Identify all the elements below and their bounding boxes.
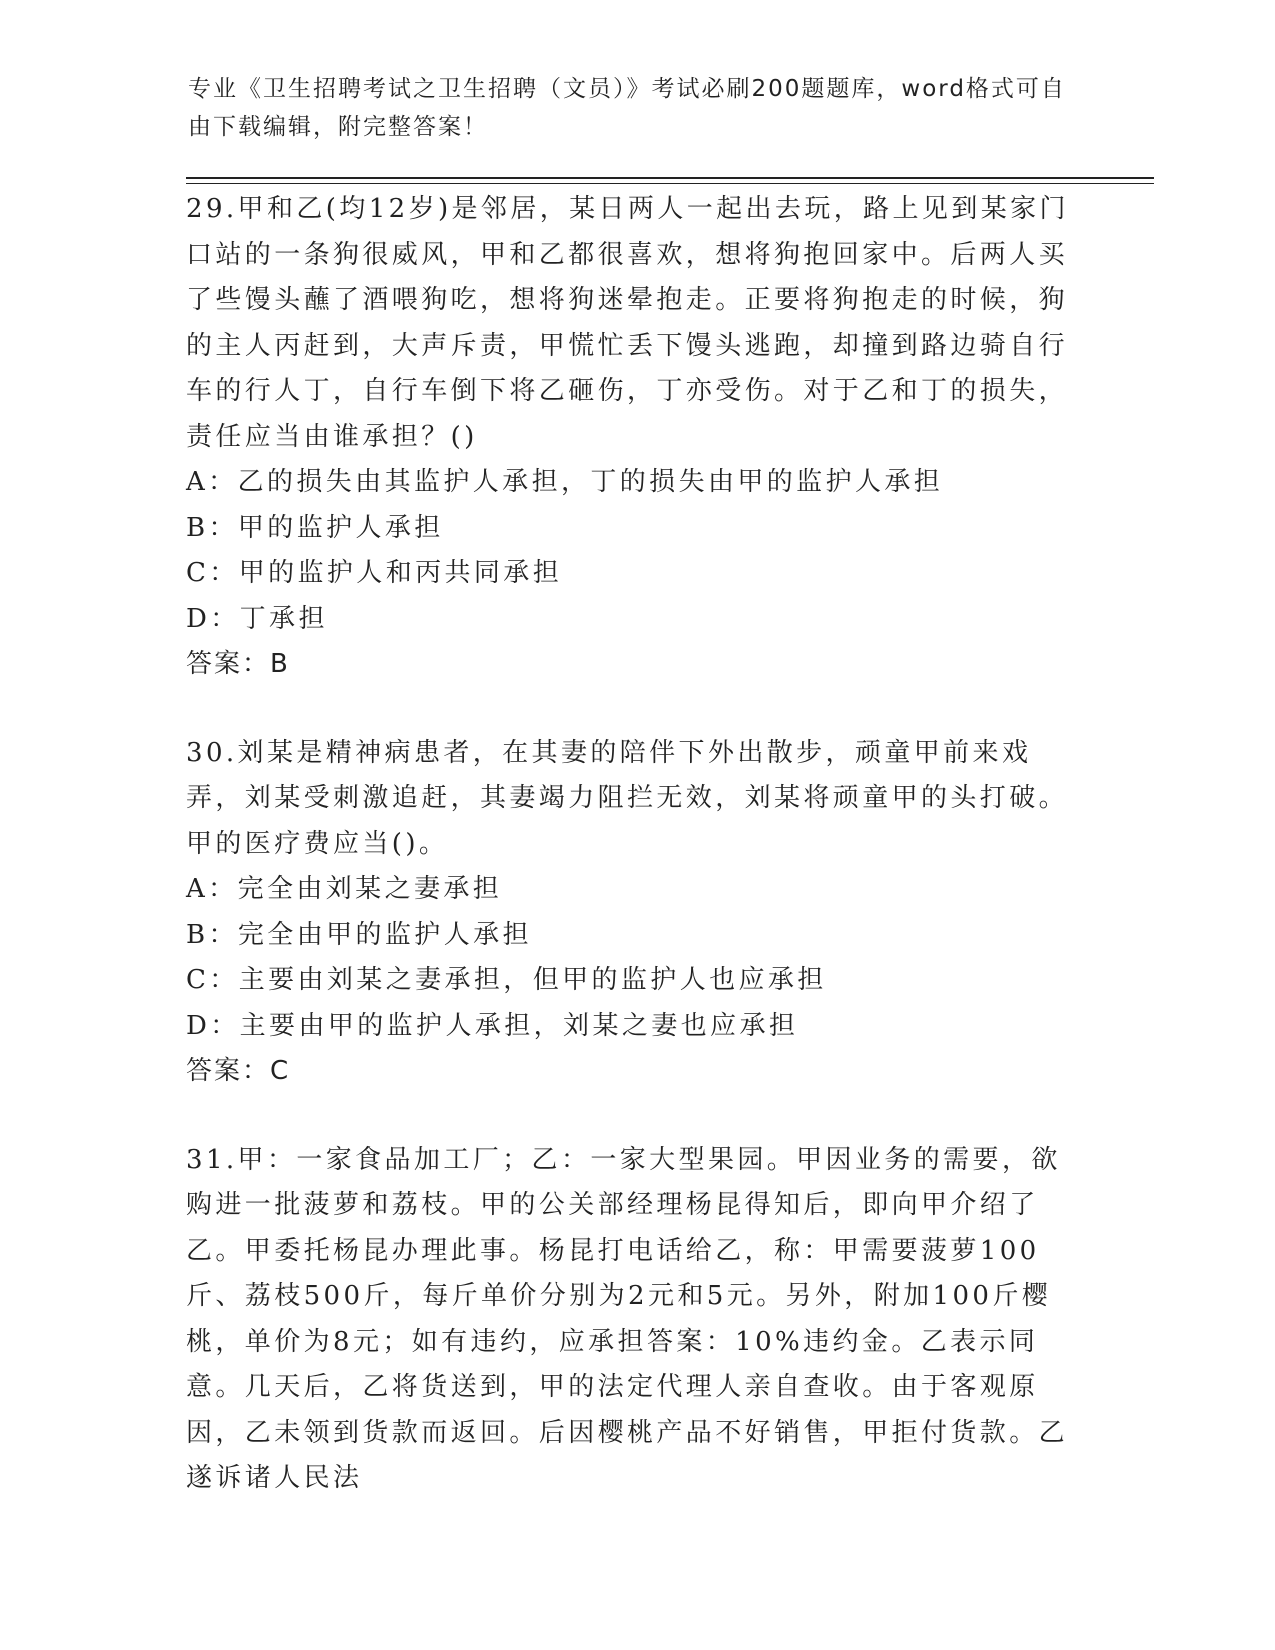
question-list — [186, 187, 1086, 1502]
option-a: A：乙的损失由其监护人承担，丁的损失由甲的监护人承担 — [186, 467, 944, 497]
question-gap — [186, 1095, 1086, 1138]
option-c: C：甲的监护人和丙共同承担 — [186, 558, 563, 588]
question-29 — [186, 187, 1086, 688]
header-rule-thick — [186, 177, 1154, 179]
question-31 — [186, 1138, 1086, 1502]
option-a: A：完全由刘某之妻承担 — [186, 874, 503, 904]
document-header — [188, 70, 1068, 146]
question-stem: 30.刘某是精神病患者，在其妻的陪伴下外出散步，顽童甲前来戏弄，刘某受刺激追赶，其妻竭力阻拦无效，刘某将顽童甲的头打破。甲的医疗费应当()。 — [186, 737, 1069, 859]
question-stem: 31.甲：一家食品加工厂；乙：一家大型果园。甲因业务的需要，欲购进一批菠萝和荔枝。甲的公关部经理杨昆得知后，即向甲介绍了乙。甲委托杨昆办理此事。杨昆打电话给乙，称：甲需要菠萝100斤、荔枝500斤，每斤单价分别为2元和5元。另外，附加100斤樱桃，单价为8元；如有违约，应承担答案：10%违约金。乙表示同意。几天后，乙将货送到，甲的法定代理人亲自查收。由于客观原因，乙未领到货款而返回。后因樱桃产品不好销售，甲拒付货款。乙遂诉诸人民法 — [186, 1144, 1069, 1493]
question-30 — [186, 731, 1086, 1095]
header-rule-thin — [186, 183, 1154, 184]
option-d: D：主要由甲的监护人承担，刘某之妻也应承担 — [186, 1010, 799, 1041]
option-c: C：主要由刘某之妻承担，但甲的监护人也应承担 — [186, 965, 827, 995]
option-d: D：丁承担 — [186, 603, 328, 634]
answer-line: 答案：C — [186, 1056, 291, 1086]
question-gap — [186, 688, 1086, 731]
answer-line: 答案：B — [186, 649, 290, 679]
header-text: 专业《卫生招聘考试之卫生招聘（文员）》考试必刷200题题库，word格式可自由下载编辑，附完整答案！ — [188, 76, 1066, 140]
option-b: B：甲的监护人承担 — [186, 512, 444, 543]
question-stem: 29.甲和乙(均12岁)是邻居，某日两人一起出去玩，路上见到某家门口站的一条狗很威风，甲和乙都很喜欢，想将狗抱回家中。后两人买了些馒头蘸了酒喂狗吃，想将狗迷晕抱走。正要将狗抱走的时候，狗的主人丙赶到，大声斥责，甲慌忙丢下馒头逃跑，却撞到路边骑自行车的行人丁，自行车倒下将乙砸伤，丁亦受伤。对于乙和丁的损失，责任应当由谁承担？() — [186, 194, 1069, 452]
option-b: B：完全由甲的监护人承担 — [186, 919, 532, 950]
